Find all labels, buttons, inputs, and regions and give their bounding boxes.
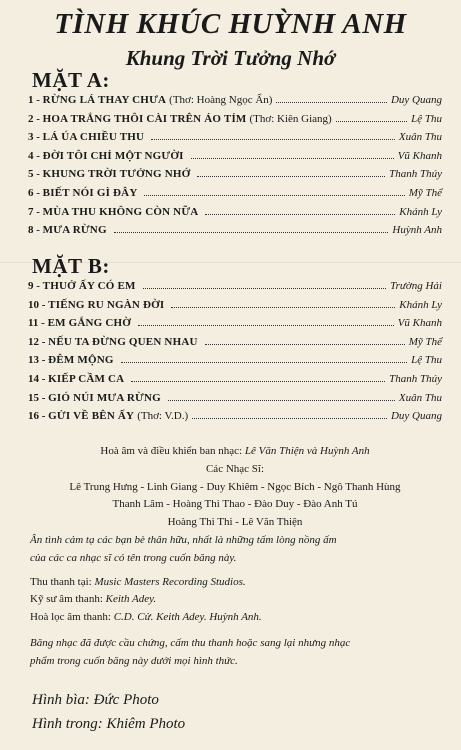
track-row: 4 - ĐỜI TÔI CHỈ MỘT NGƯỜI Vũ Khanh	[28, 149, 442, 162]
side-b-heading: MẶT B:	[32, 254, 110, 278]
track-row: 7 - MÙA THU KHÔNG CÒN NỮA Khánh Ly	[28, 205, 442, 218]
musicians-line: Lê Trung Hưng - Linh Giang - Duy Khiêm - Ngọc Bích - Ngô Thanh Hùng	[69, 480, 401, 493]
track-row: 5 - KHUNG TRỜI TƯỞNG NHỚ Thanh Thúy	[28, 168, 442, 181]
musicians-line: Hoàng Thi Thi - Lê Văn Thiện	[167, 516, 303, 529]
copyright-line: phẩm trong cuốn băng này dưới mọi hình thức.	[30, 654, 238, 667]
track-row: 3 - LÁ ÚA CHIỀU THU Xuân Thu	[28, 131, 442, 144]
track-row: 16 - GỬI VỀ BÊN ẤY (Thơ: V.D.) Duy Quang	[28, 410, 442, 423]
side-b-track-list	[28, 280, 442, 429]
side-a-heading: MẶT A:	[32, 68, 110, 92]
cover-photo-credit: Hình bìa: Đức Photo	[32, 692, 159, 708]
album-title: TÌNH KHÚC HUỲNH ANH	[54, 8, 407, 40]
track-row: 14 - KIẾP CẦM CA Thanh Thúy	[28, 372, 442, 385]
track-row: 9 - THUỞ ẤY CÓ EM Trường Hải	[28, 280, 442, 292]
track-row: 12 - NẾU TA ĐỪNG QUEN NHAU Mỹ Thể	[28, 335, 442, 348]
mix-line: Hoà lọc âm thanh: C.D. Cử. Keith Adey. Huỳnh Anh.	[30, 611, 262, 624]
musicians-line: Thanh Lâm - Hoàng Thi Thao - Đào Duy - Đào Anh Tú	[112, 498, 358, 511]
engineer-line: Kỹ sư âm thanh: Keith Adey.	[30, 593, 157, 606]
thanks-line: của các ca nhạc sĩ có tên trong cuốn băng này.	[30, 551, 237, 564]
track-row: 8 - MƯA RỪNG Huỳnh Anh	[28, 224, 442, 237]
musicians-label: Các Nhạc Sĩ:	[205, 462, 265, 475]
track-row: 15 - GIÓ NÚI MƯA RỪNG Xuân Thu	[28, 391, 442, 404]
track-row: 13 - ĐÊM MỘNG Lệ Thu	[28, 354, 442, 367]
track-row: 10 - TIẾNG RU NGÀN ĐỜI Khánh Ly	[28, 298, 442, 311]
album-subtitle: Khung Trời Tưởng Nhớ	[125, 46, 336, 70]
arrangement-line: Hoà âm và điều khiển ban nhạc: Lê Văn Thiện và Huỳnh Anh	[100, 445, 370, 457]
track-row: 1 - RỪNG LÁ THAY CHƯA (Thơ: Hoàng Ngọc Ẩn) Duy Quang	[28, 94, 442, 106]
copyright-line: Băng nhạc đã được cầu chứng, cấm thu thanh hoặc sang lại nhưng nhạc	[30, 636, 351, 649]
track-row: 11 - EM GẮNG CHỜ Vũ Khanh	[28, 317, 442, 330]
credits-block	[30, 443, 440, 671]
track-row: 2 - HOA TRẮNG THÔI CÀI TRÊN ÁO TÍM (Thơ: Kiên Giang) Lệ Thu	[28, 112, 442, 125]
studio-line: Thu thanh tại: Music Masters Recording Studios.	[30, 575, 246, 588]
side-a-track-list	[28, 94, 442, 243]
track-row: 6 - BIẾT NÓI GÌ ĐÂY Mỹ Thể	[28, 186, 442, 199]
thanks-line: Ân tình cảm tạ các bạn bè thân hữu, nhất là những tấm lòng nồng ấm	[30, 533, 337, 546]
inside-photo-credit: Hình trong: Khiêm Photo	[32, 716, 186, 732]
